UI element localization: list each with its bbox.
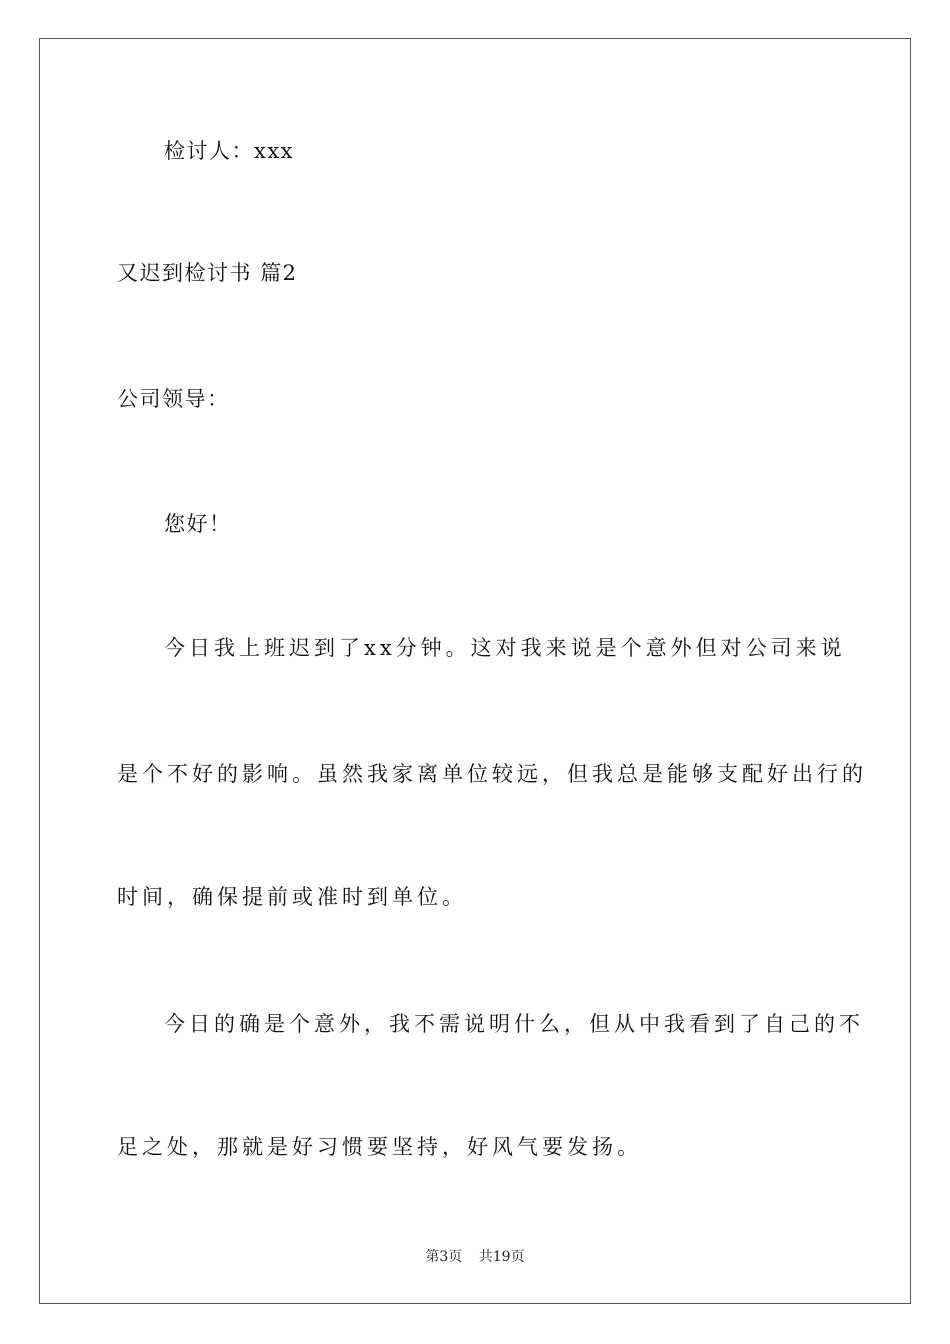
section-heading: 又迟到检讨书 篇2 xyxy=(117,261,298,285)
signature-line: 检讨人：xxx xyxy=(164,139,295,163)
greeting: 您好！ xyxy=(164,512,232,536)
paragraph-1-line-2: 是个不好的影响。虽然我家离单位较远，但我总是能够支配好出行的 xyxy=(117,762,867,786)
paragraph-1-line-1: 今日我上班迟到了xx分钟。这对我来说是个意外但对公司来说 xyxy=(164,636,846,660)
paragraph-1-line-3: 时间，确保提前或准时到单位。 xyxy=(117,885,467,909)
page-frame xyxy=(39,38,911,1304)
paragraph-2-line-1: 今日的确是个意外，我不需说明什么，但从中我看到了自己的不 xyxy=(164,1012,864,1036)
page-number: 第3页 xyxy=(425,1249,463,1265)
paragraph-2-line-2: 足之处，那就是好习惯要坚持，好风气要发扬。 xyxy=(117,1135,642,1159)
page-footer xyxy=(0,1248,950,1266)
salutation: 公司领导： xyxy=(117,387,230,411)
total-pages: 共19页 xyxy=(478,1249,525,1265)
